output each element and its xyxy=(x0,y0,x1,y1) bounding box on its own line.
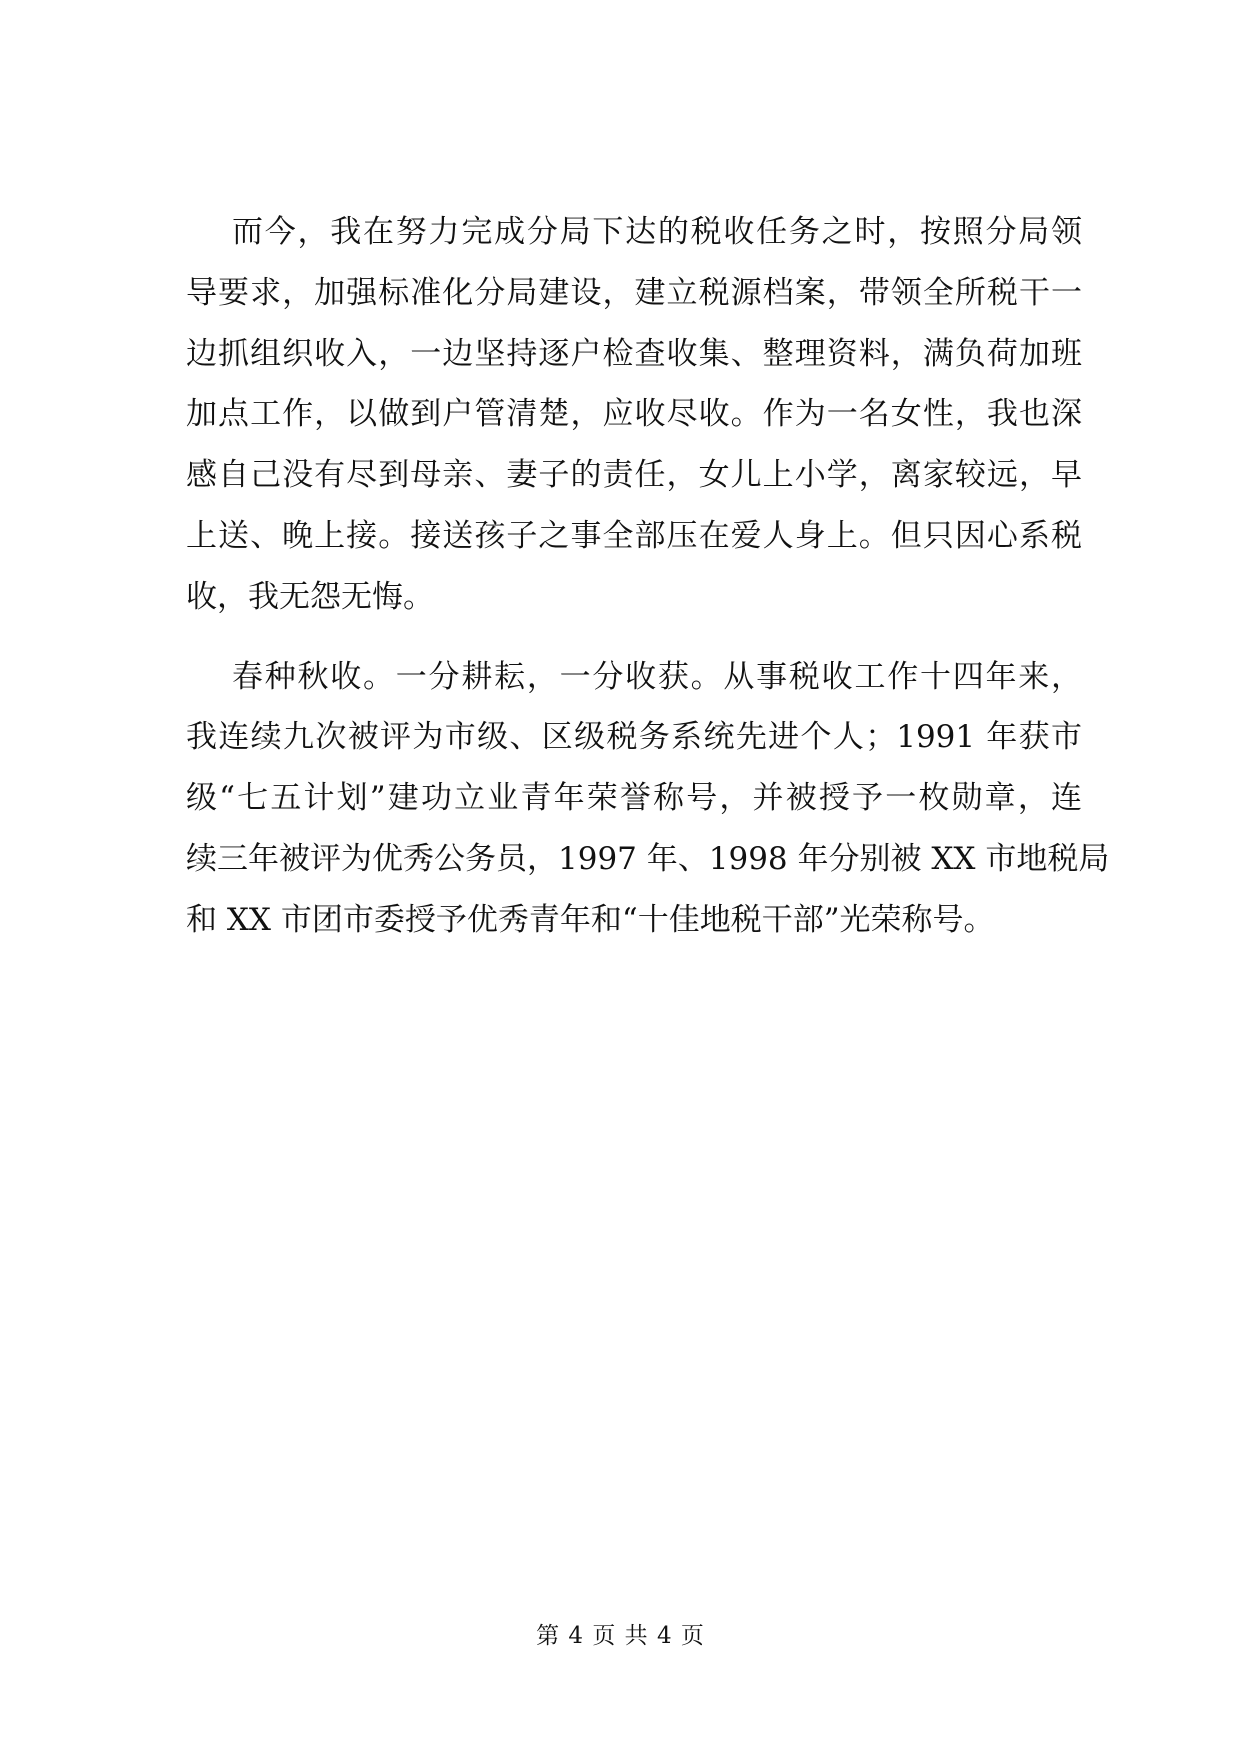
paragraph-spacer xyxy=(186,628,1082,647)
text-line: 加点工作，以做到户管清楚，应收尽收。作为一名女性，我也深 xyxy=(186,396,1082,433)
paragraph xyxy=(186,647,1110,951)
text-line: 而今，我在努力完成分局下达的税收任务之时，按照分局领 xyxy=(232,214,1082,250)
text-line: 春种秋收。一分耕耘，一分收获。从事税收工作十四年来， xyxy=(232,658,1082,695)
page-number-footer: 第 4 页 共 4 页 xyxy=(536,1623,705,1649)
text-line: 级“七五计划”建功立业青年荣誉称号，并被授予一枚勋章，连 xyxy=(186,780,1082,817)
text-line: 感自己没有尽到母亲、妻子的责任，女儿上小学，离家较远，早 xyxy=(186,457,1082,494)
text-line: 续三年被评为优秀公务员，1997 年、1998 年分别被 XX 市地税局 xyxy=(186,840,1110,877)
paragraph xyxy=(186,202,1082,628)
text-line: 边抓组织收入，一边坚持逐户检查收集、整理资料，满负荷加班 xyxy=(186,335,1082,372)
text-line: 我连续九次被评为市级、区级税务系统先进个人；1991 年获市 xyxy=(186,719,1082,756)
text-line: 上送、晚上接。接送孩子之事全部压在爱人身上。但只因心系税 xyxy=(186,517,1082,554)
text-line: 和 XX 市团市委授予优秀青年和“十佳地税干部”光荣称号。 xyxy=(186,901,995,938)
text-line: 导要求，加强标准化分局建设，建立税源档案，带领全所税干一 xyxy=(186,274,1082,311)
document-body xyxy=(186,202,1110,951)
text-line: 收，我无怨无悔。 xyxy=(186,578,434,615)
